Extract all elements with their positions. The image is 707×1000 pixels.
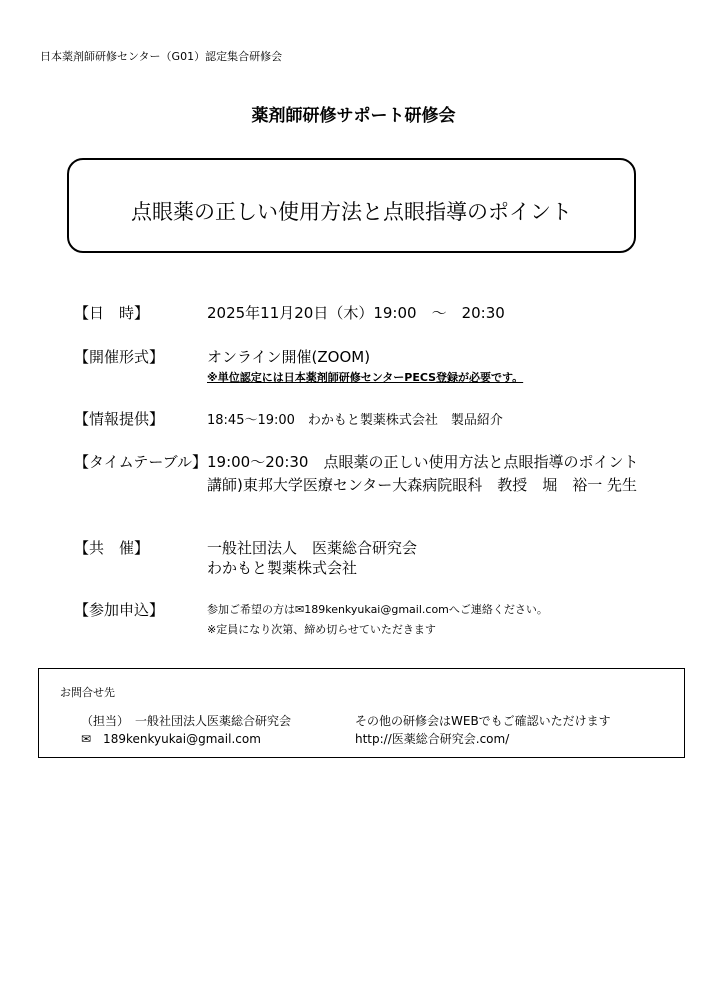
main-title: 点眼薬の正しい使用方法と点眼指導のポイント (131, 200, 572, 224)
apply-line-2: ※定員になり次第、締め切らせていただきます (207, 623, 436, 636)
timetable-line-1: 19:00～20:30 点眼薬の正しい使用方法と点眼指導のポイント (207, 453, 639, 471)
date-label: 【日 時】 (74, 304, 150, 322)
contact-url: http://医薬総合研究会.com/ (355, 732, 510, 746)
info-value: 18:45～19:00 わかもと製薬株式会社 製品紹介 (207, 413, 503, 428)
contact-heading: お問合せ先 (60, 686, 115, 699)
apply-line-1: 参加ご希望の方は✉189kenkyukai@gmail.comへご連絡ください。 (207, 603, 548, 616)
format-label: 【開催形式】 (74, 348, 165, 366)
apply-label: 【参加申込】 (74, 601, 165, 619)
info-label: 【情報提供】 (74, 410, 165, 428)
timetable-line-2: 講師)東邦大学医療センター大森病院眼科 教授 堀 裕一 先生 (207, 476, 638, 494)
host-line-2: わかもと製薬株式会社 (207, 559, 358, 577)
contact-box (38, 668, 685, 758)
seminar-subtitle: 薬剤師研修サポート研修会 (251, 106, 456, 126)
date-value: 2025年11月20日（木）19:00 ～ 20:30 (207, 304, 505, 322)
title-box (67, 158, 636, 253)
host-line-1: 一般社団法人 医薬総合研究会 (207, 539, 418, 557)
format-note: ※単位認定には日本薬剤師研修センターPECS登録が必要です。 (207, 371, 524, 384)
host-label: 【共 催】 (74, 539, 150, 557)
contact-other-info: その他の研修会はWEBでもご確認いただけます (355, 714, 611, 728)
contact-person: （担当） 一般社団法人医薬総合研究会 (81, 714, 292, 728)
timetable-label: 【タイムテーブル】 (74, 453, 208, 471)
format-value: オンライン開催(ZOOM) (207, 348, 371, 366)
contact-email: ✉ 189kenkyukai@gmail.com (81, 732, 261, 746)
certification-line: 日本薬剤師研修センター（G01）認定集合研修会 (40, 50, 283, 63)
